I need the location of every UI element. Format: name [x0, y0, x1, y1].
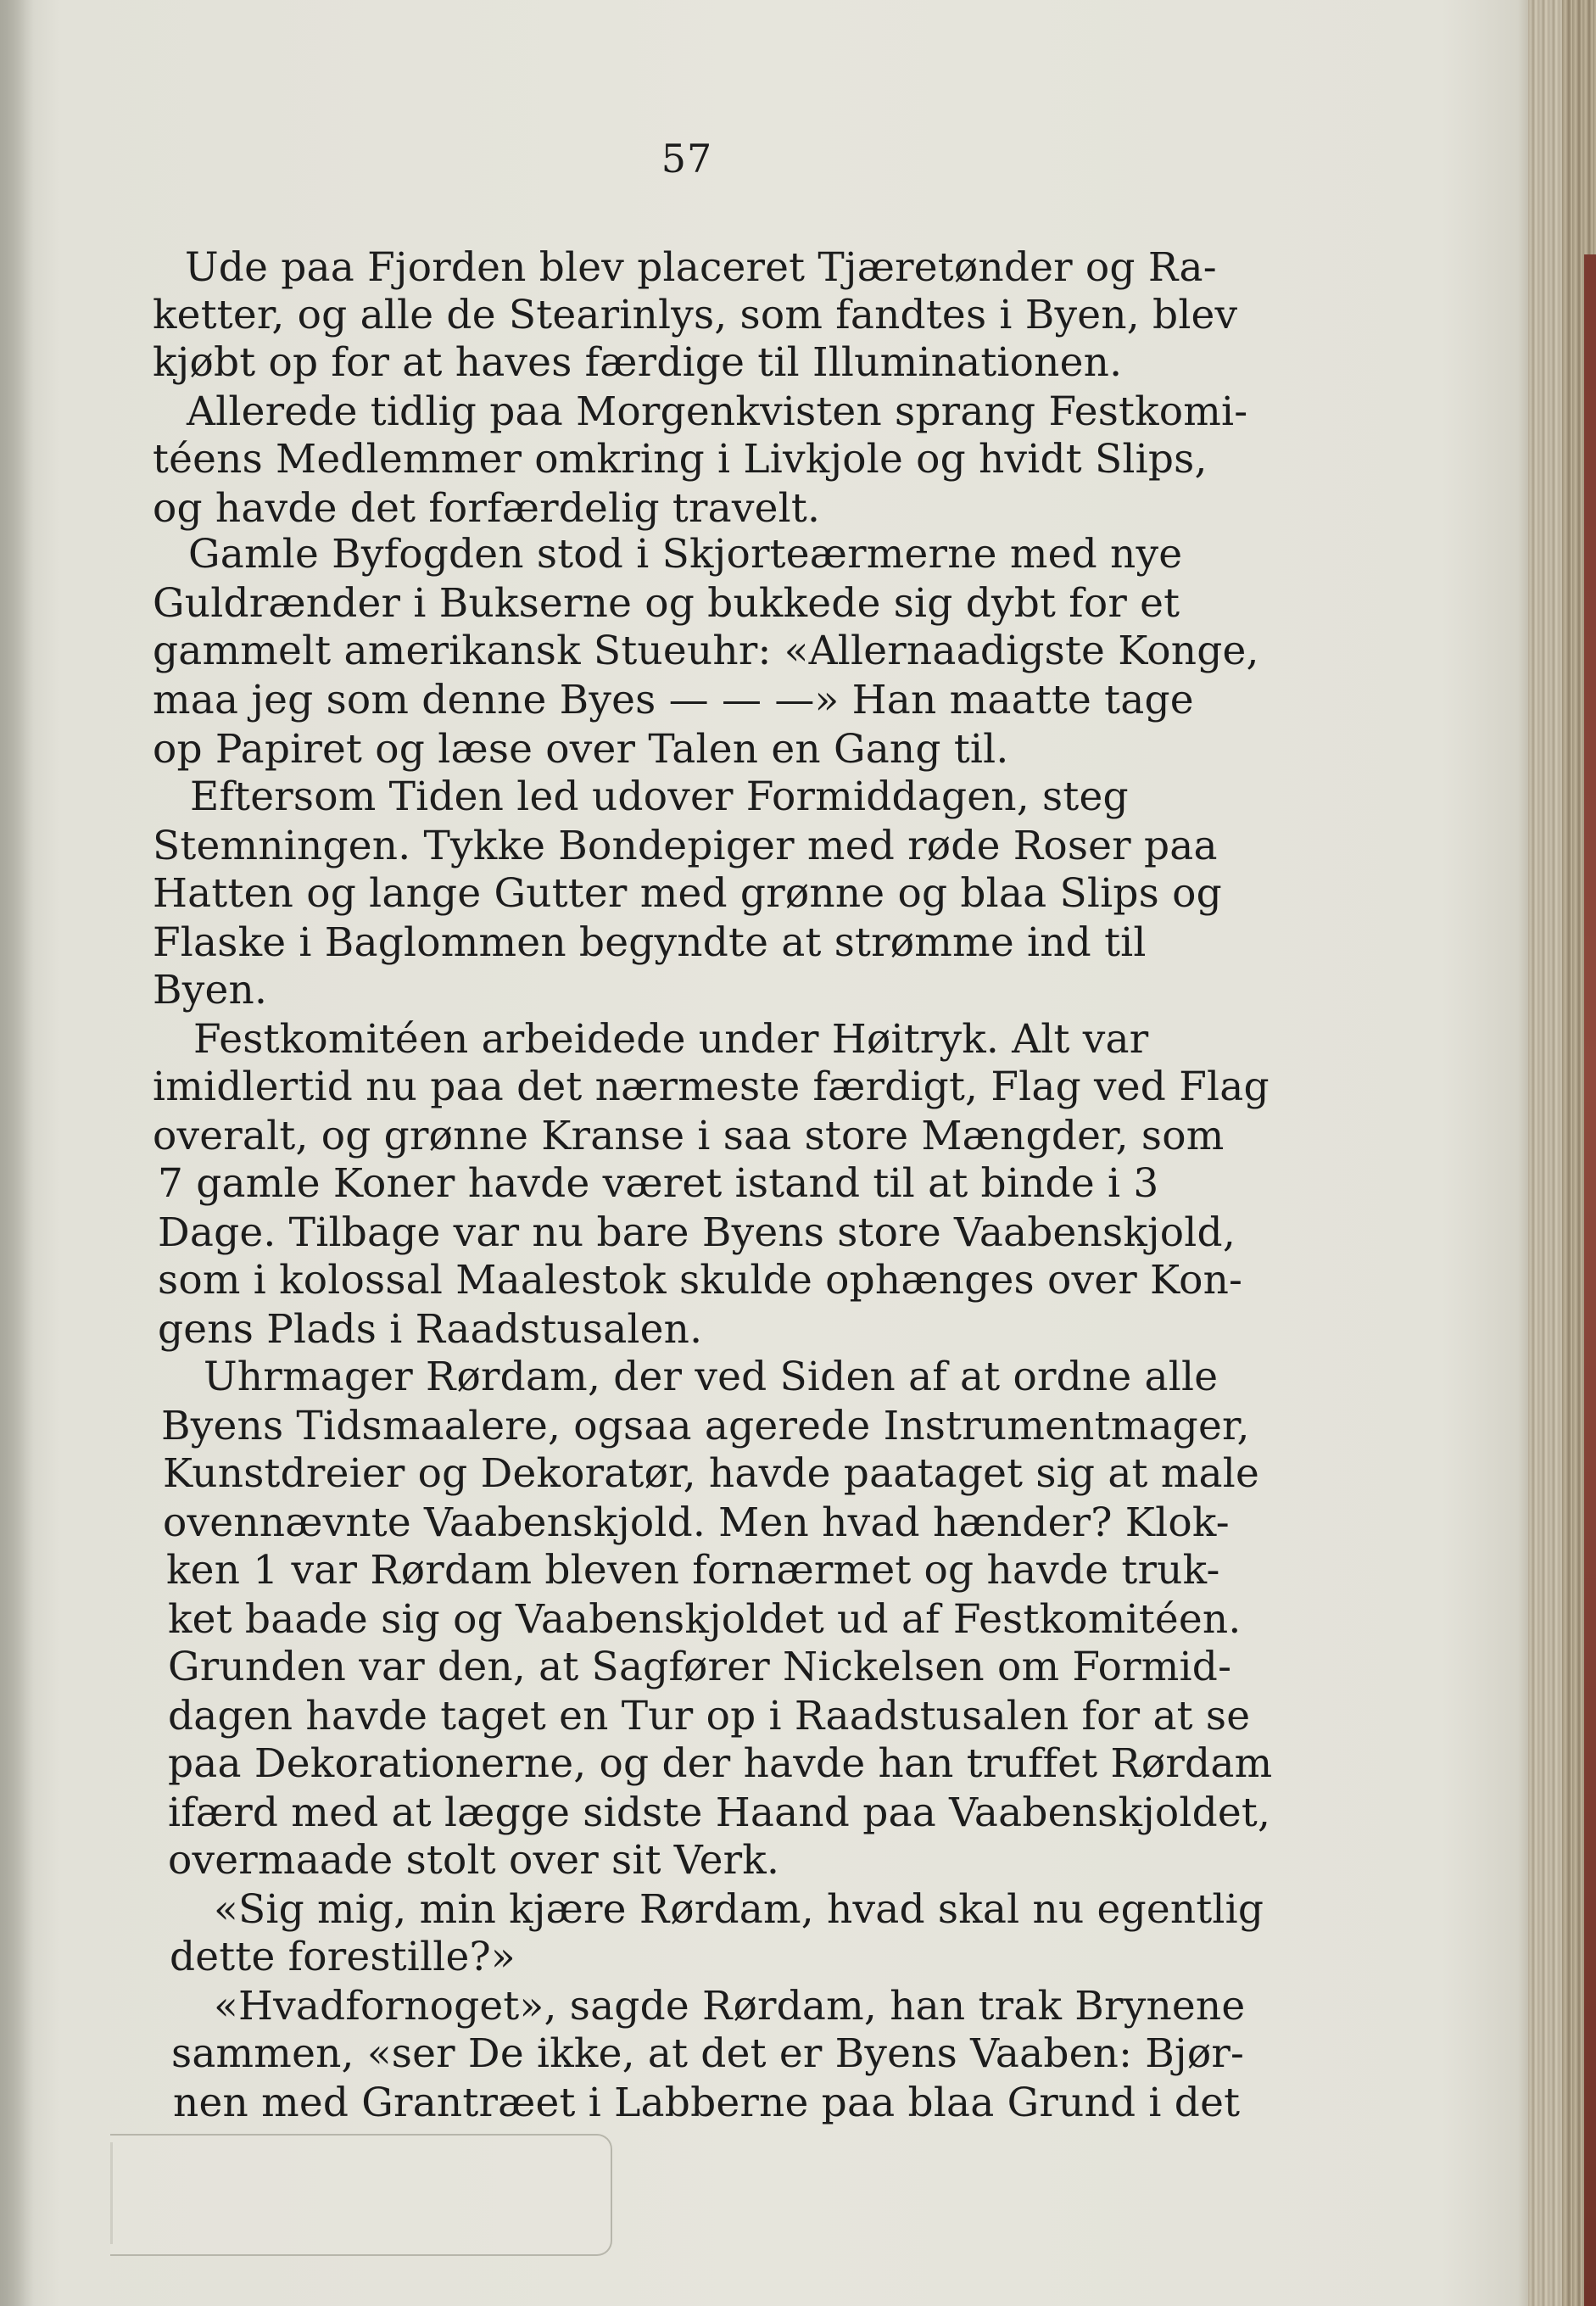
text-line: Grunden var den, at Sagfører Nickelsen om Formid- [168, 1644, 1232, 1690]
text-line: Uhrmager Rørdam, der ved Siden af at ordne alle [204, 1354, 1219, 1400]
text-line: op Papiret og læse over Talen en Gang til. [153, 726, 1009, 773]
text-line: overmaade stolt over sit Verk. [168, 1837, 780, 1884]
text-line: paa Dekorationerne, og der havde han truffet Rørdam [168, 1740, 1273, 1787]
text-line: ifærd med at lægge sidste Haand paa Vaabenskjoldet, [168, 1790, 1271, 1836]
text-line: ketter, og alle de Stearinlys, som fandtes i Byen, blev [153, 292, 1238, 338]
page-gutter-shadow [0, 0, 34, 2306]
text-line: kjøbt op for at haves færdige til Illuminationen. [153, 339, 1123, 386]
text-line: téens Medlemmer omkring i Livkjole og hvidt Slips, [153, 436, 1208, 483]
text-line: Byen. [153, 967, 268, 1013]
text-line: Gamle Byfogden stod i Skjorteærmerne med nye [188, 531, 1183, 578]
text-line: Flaske i Baglommen begyndte at strømme ind til [153, 919, 1147, 966]
text-line: Byens Tidsmaalere, ogsaa agerede Instrumentmager, [161, 1403, 1250, 1449]
text-line: ovennævnte Vaabenskjold. Men hvad hænder? Klok- [163, 1499, 1230, 1546]
text-line: gammelt amerikansk Stueuhr: «Allernaadigste Konge, [153, 628, 1259, 674]
text-line: som i kolossal Maalestok skulde ophænges over Kon- [158, 1257, 1243, 1304]
book-cover-edge [1584, 254, 1596, 2306]
text-line: dette forestille?» [170, 1934, 516, 1980]
text-line: «Sig mig, min kjære Rørdam, hvad skal nu egentlig [214, 1886, 1264, 1933]
text-line: sammen, «ser De ikke, at det er Byens Vaaben: Bjør- [171, 2030, 1245, 2077]
text-line: ken 1 var Rørdam bleven fornærmet og havde truk- [166, 1547, 1220, 1594]
text-line: Guldrænder i Bukserne og bukkede sig dybt for et [153, 580, 1180, 627]
text-line: dagen havde taget en Tur op i Raadstusalen for at se [168, 1693, 1251, 1739]
text-line: «Hvadfornoget», sagde Rørdam, han trak Brynene [214, 1983, 1246, 2030]
text-line: Kunstdreier og Dekoratør, havde paataget sig at male [163, 1450, 1260, 1497]
text-line: maa jeg som denne Byes — — —» Han maatte tage [153, 677, 1194, 723]
text-line: og havde det forfærdelig travelt. [153, 485, 821, 532]
text-line: Hatten og lange Gutter med grønne og blaa Slips og [153, 870, 1222, 917]
page-number: 57 [661, 136, 713, 181]
text-line: overalt, og grønne Kranse i saa store Mængder, som [153, 1113, 1225, 1159]
text-line: ket baade sig og Vaabenskjoldet ud af Festkomitéen. [168, 1596, 1242, 1643]
text-line: Dage. Tilbage var nu bare Byens store Vaabenskjold, [158, 1209, 1236, 1256]
text-line: Stemningen. Tykke Bondepiger med røde Roser paa [153, 823, 1218, 869]
text-line: nen med Grantræet i Labberne paa blaa Grund i det [173, 2080, 1241, 2126]
text-line: Ude paa Fjorden blev placeret Tjæretønder og Ra- [185, 244, 1217, 291]
text-line: Festkomitéen arbeidede under Høitryk. Alt var [193, 1016, 1149, 1063]
text-line: gens Plads i Raadstusalen. [158, 1306, 703, 1353]
text-line: imidlertid nu paa det nærmeste færdigt, Flag ved Flag [153, 1064, 1270, 1110]
paper-tab-mark [110, 2134, 612, 2256]
text-line: Eftersom Tiden led udover Formiddagen, steg [190, 773, 1129, 820]
text-line: Allerede tidlig paa Morgenkvisten sprang Festkomi- [187, 388, 1248, 435]
text-line: 7 gamle Koner havde været istand til at binde i 3 [158, 1160, 1159, 1207]
